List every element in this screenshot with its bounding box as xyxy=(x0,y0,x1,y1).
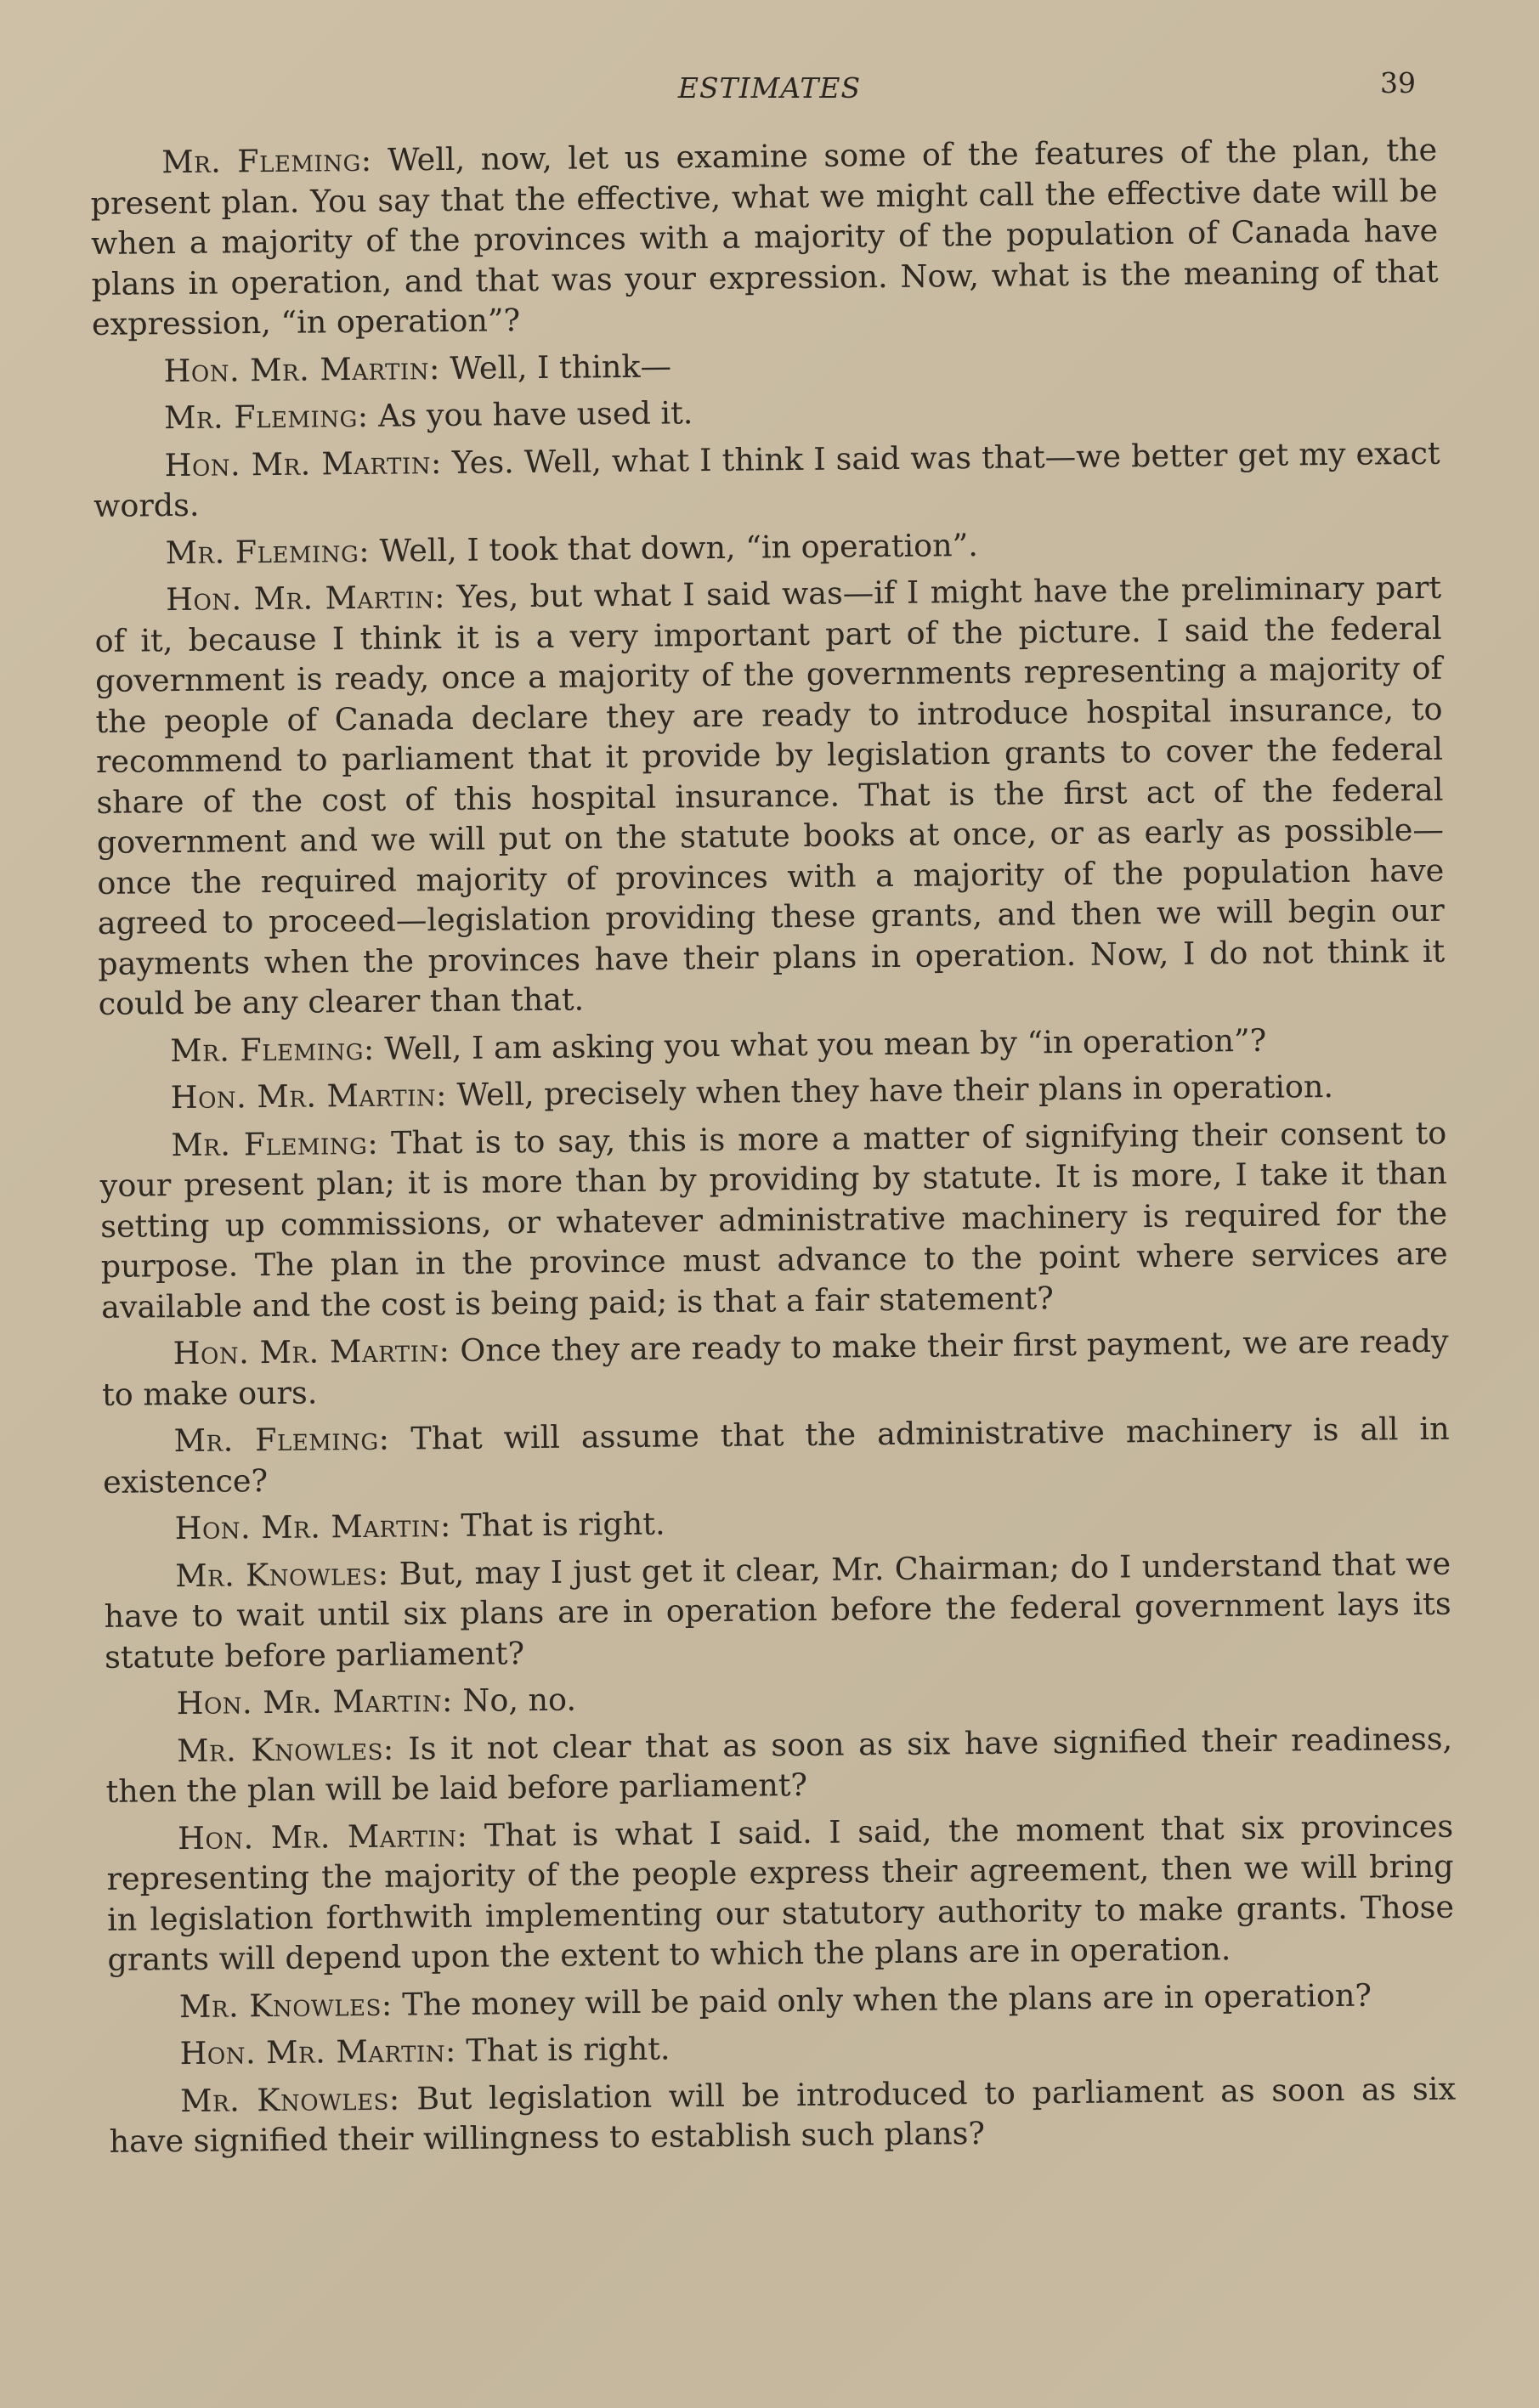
paragraph-text: No, no. xyxy=(452,1681,577,1719)
speaker-name: Mr. Fleming: xyxy=(161,141,372,181)
paragraph xyxy=(93,386,1440,439)
paragraph-text: Well, precisely when they have their plans in operation. xyxy=(446,1068,1334,1114)
paragraph-text: That is right. xyxy=(450,1505,665,1544)
paragraph xyxy=(105,1671,1451,1725)
speaker-name: Hon. Mr. Martin: xyxy=(165,579,446,619)
speaker-name: Mr. Knowles: xyxy=(176,1730,394,1769)
paragraph-text: Well, I am asking you what you mean by “in operation”? xyxy=(374,1021,1267,1067)
speaker-name: Hon. Mr. Martin: xyxy=(174,1506,452,1547)
paragraph-text: Well, I think— xyxy=(439,347,672,387)
paragraph-text: But legislation will be introduced to parliament as soon as six have signified their willingness to establish such plans? xyxy=(109,2070,1457,2160)
paragraph-text: That is to say, this is more a matter of signifying their consent to your present plan; it is more than by providing by statute. It is more, I take it than setting up commissions, or whatever administrative machinery is required for the purpose. The plan in the province must advance to the point where services are available and the cost is being paid; is that a fair statement? xyxy=(99,1114,1448,1326)
paragraph-text: Well, now, let us examine some of the features of the plan, the present plan. You say that the effective, what we might call the effective date will be when a majority of the provinces with a majority of the population of Canada have plans in operation, and that was your expression. Now, what is the meaning of that expression, “in operation”? xyxy=(90,131,1439,342)
paragraph xyxy=(99,1066,1446,1119)
paragraph-text: The money will be paid only when the plans are in operation? xyxy=(392,1976,1372,2023)
paragraph xyxy=(101,1321,1449,1415)
transcript-body xyxy=(90,130,1457,2169)
paragraph xyxy=(105,1718,1453,1812)
speaker-name: Hon. Mr. Martin: xyxy=(177,1817,468,1857)
speaker-name: Mr. Knowles: xyxy=(178,1986,393,2025)
paragraph xyxy=(93,432,1440,526)
paragraph-text: As you have used it. xyxy=(368,394,693,434)
speaker-name: Hon. Mr. Martin: xyxy=(170,1077,448,1116)
paragraph-text: That is right. xyxy=(455,2030,670,2069)
speaker-name: Hon. Mr. Martin: xyxy=(173,1332,450,1372)
paragraph xyxy=(108,2021,1455,2075)
page-number: 39 xyxy=(1380,66,1416,99)
paragraph xyxy=(99,1018,1446,1071)
speaker-name: Hon. Mr. Martin: xyxy=(164,444,442,483)
paragraph xyxy=(104,1543,1451,1677)
running-header xyxy=(0,66,1539,117)
paragraph-text: Is it not clear that as soon as six have signified their readiness, then the plan will be laid before parliament? xyxy=(105,1720,1453,1810)
speaker-name: Mr. Knowles: xyxy=(179,2080,400,2119)
speaker-name: Mr. Fleming: xyxy=(173,1420,390,1460)
paragraph xyxy=(108,1974,1455,2027)
speaker-name: Hon. Mr. Martin: xyxy=(179,2032,456,2072)
paragraph-text: That is what I said. I said, the moment that six provinces representing the majority of the people express their agreement, then we will bring in legislation forthwith implementing our statutory authority to make grants. Those grants will depend upon the extent to which the plans are in operation. xyxy=(106,1807,1455,1978)
paragraph xyxy=(93,520,1440,574)
paragraph xyxy=(99,1112,1448,1327)
speaker-name: Hon. Mr. Martin: xyxy=(176,1682,454,1722)
speaker-name: Mr. Fleming: xyxy=(171,1124,379,1163)
paragraph xyxy=(106,1806,1455,1980)
paragraph xyxy=(103,1496,1450,1550)
speaker-name: Mr. Fleming: xyxy=(165,532,371,571)
paragraph-text: Well, I took that down, “in operation”. xyxy=(369,526,979,569)
paragraph-text: Yes. Well, what I think I said was that—we better get my exact words. xyxy=(93,434,1440,524)
paragraph-text: Once they are ready to make their first payment, we are ready to make ours. xyxy=(101,1322,1449,1413)
paragraph xyxy=(109,2068,1457,2162)
speaker-name: Hon. Mr. Martin: xyxy=(163,349,440,389)
paragraph xyxy=(92,338,1439,392)
speaker-name: Mr. Fleming: xyxy=(163,397,369,437)
paragraph xyxy=(94,568,1446,1025)
header-title: ESTIMATES xyxy=(677,71,862,105)
paragraph-text: But, may I just get it clear, Mr. Chairman; do I understand that we have to wait until six plans are in operation before the federal government lays its statute before parliament? xyxy=(104,1545,1451,1676)
paragraph xyxy=(102,1409,1450,1502)
speaker-name: Mr. Knowles: xyxy=(174,1555,389,1594)
paragraph-text: That will assume that the administrative machinery is all in existence? xyxy=(102,1410,1450,1501)
paragraph-text: Yes, but what I said was—if I might have the preliminary part of it, because I think it is a very important part of the picture. I said the federal government is ready, once a majority of the governments representing a majority of the people of Canada declare they are ready to introduce hospital insurance, to recommend to parliament that it provide by legislation grants to cover the federal share of the cost of this hospital insurance. That is the first act of the federal government and we will put on the statute books at once, or as early as possible—once the required majority of provinces with a majority of the population have agreed to proceed—legislation providing these grants, and then we will begin our payments when the provinces have their plans in operation. Now, I do not think it could be any clearer than that. xyxy=(94,568,1446,1022)
speaker-name: Mr. Fleming: xyxy=(170,1030,375,1069)
paragraph xyxy=(90,130,1439,345)
